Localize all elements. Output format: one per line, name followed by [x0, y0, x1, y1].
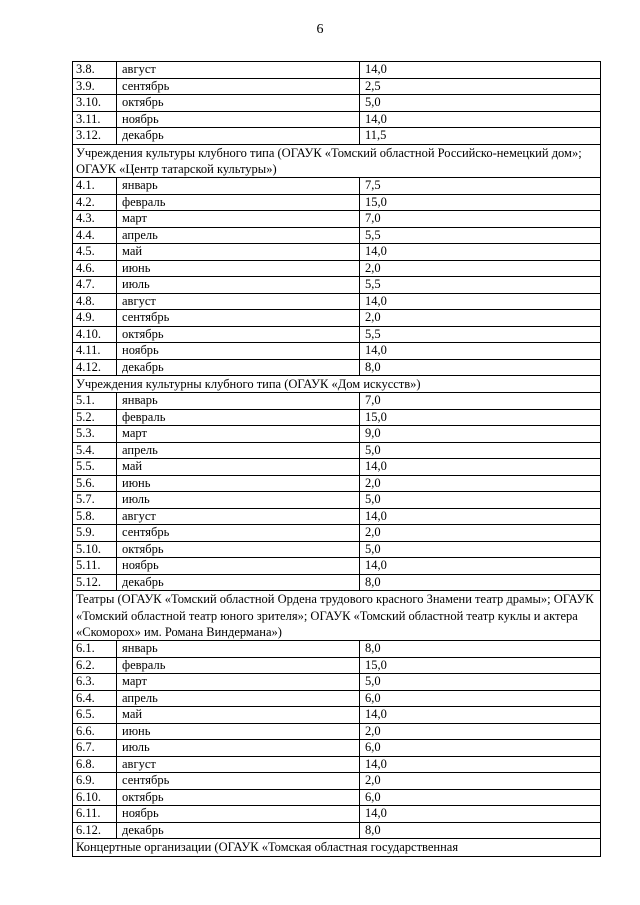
value-cell: 14,0 — [360, 293, 601, 310]
month-cell: июнь — [117, 723, 360, 740]
value-cell: 14,0 — [360, 62, 601, 79]
value-cell: 2,0 — [360, 475, 601, 492]
row-number: 5.4. — [73, 442, 117, 459]
row-number: 5.3. — [73, 426, 117, 443]
value-cell: 15,0 — [360, 657, 601, 674]
value-cell: 8,0 — [360, 822, 601, 839]
table-row — [73, 393, 601, 410]
month-cell: декабрь — [117, 822, 360, 839]
value-cell: 14,0 — [360, 343, 601, 360]
section-header-row — [73, 839, 601, 856]
value-cell: 15,0 — [360, 194, 601, 211]
row-number: 4.1. — [73, 178, 117, 195]
table-row — [73, 95, 601, 112]
table-row — [73, 260, 601, 277]
table-row — [73, 723, 601, 740]
row-number: 6.2. — [73, 657, 117, 674]
value-cell: 14,0 — [360, 756, 601, 773]
value-cell: 2,0 — [360, 525, 601, 542]
section-header-row — [73, 144, 601, 178]
value-cell: 5,0 — [360, 95, 601, 112]
table-row — [73, 78, 601, 95]
row-number: 6.8. — [73, 756, 117, 773]
value-cell: 5,0 — [360, 492, 601, 509]
row-number: 4.3. — [73, 211, 117, 228]
section-title: Учреждения культурны клубного типа (ОГАУК «Дом искусств») — [73, 376, 601, 393]
value-cell: 7,5 — [360, 178, 601, 195]
table-row — [73, 674, 601, 691]
value-cell: 14,0 — [360, 111, 601, 128]
row-number: 3.10. — [73, 95, 117, 112]
month-cell: ноябрь — [117, 558, 360, 575]
table-row — [73, 475, 601, 492]
table-row — [73, 641, 601, 658]
row-number: 6.1. — [73, 641, 117, 658]
table-row — [73, 178, 601, 195]
table-row — [73, 326, 601, 343]
month-cell: июль — [117, 492, 360, 509]
table-row — [73, 707, 601, 724]
table-row — [73, 227, 601, 244]
value-cell: 5,0 — [360, 541, 601, 558]
row-number: 3.8. — [73, 62, 117, 79]
section-header-row — [73, 376, 601, 393]
value-cell: 8,0 — [360, 641, 601, 658]
table-row — [73, 690, 601, 707]
month-cell: декабрь — [117, 359, 360, 376]
table-row — [73, 459, 601, 476]
row-number: 6.7. — [73, 740, 117, 757]
row-number: 5.7. — [73, 492, 117, 509]
table-row — [73, 211, 601, 228]
month-cell: апрель — [117, 690, 360, 707]
table-row — [73, 409, 601, 426]
month-cell: август — [117, 756, 360, 773]
table-row — [73, 426, 601, 443]
value-cell: 14,0 — [360, 806, 601, 823]
month-cell: май — [117, 707, 360, 724]
month-cell: апрель — [117, 227, 360, 244]
table-row — [73, 525, 601, 542]
row-number: 3.11. — [73, 111, 117, 128]
value-cell: 2,5 — [360, 78, 601, 95]
table-row — [73, 343, 601, 360]
value-cell: 7,0 — [360, 393, 601, 410]
value-cell: 14,0 — [360, 459, 601, 476]
row-number: 5.8. — [73, 508, 117, 525]
month-cell: март — [117, 211, 360, 228]
value-cell: 6,0 — [360, 740, 601, 757]
value-cell: 7,0 — [360, 211, 601, 228]
month-cell: октябрь — [117, 541, 360, 558]
month-cell: сентябрь — [117, 78, 360, 95]
table-row — [73, 310, 601, 327]
value-cell: 2,0 — [360, 260, 601, 277]
table-row — [73, 111, 601, 128]
value-cell: 5,0 — [360, 442, 601, 459]
row-number: 4.9. — [73, 310, 117, 327]
row-number: 5.2. — [73, 409, 117, 426]
value-cell: 2,0 — [360, 310, 601, 327]
table-row — [73, 558, 601, 575]
value-cell: 14,0 — [360, 558, 601, 575]
row-number: 6.5. — [73, 707, 117, 724]
row-number: 6.9. — [73, 773, 117, 790]
month-cell: февраль — [117, 657, 360, 674]
value-cell: 5,0 — [360, 674, 601, 691]
month-cell: сентябрь — [117, 525, 360, 542]
row-number: 3.9. — [73, 78, 117, 95]
month-cell: апрель — [117, 442, 360, 459]
schedule-table — [72, 61, 601, 857]
row-number: 6.10. — [73, 789, 117, 806]
row-number: 4.7. — [73, 277, 117, 294]
month-cell: сентябрь — [117, 773, 360, 790]
value-cell: 6,0 — [360, 789, 601, 806]
value-cell: 2,0 — [360, 773, 601, 790]
value-cell: 14,0 — [360, 508, 601, 525]
row-number: 4.10. — [73, 326, 117, 343]
month-cell: ноябрь — [117, 111, 360, 128]
table-row — [73, 756, 601, 773]
row-number: 5.10. — [73, 541, 117, 558]
month-cell: октябрь — [117, 326, 360, 343]
row-number: 6.12. — [73, 822, 117, 839]
table-row — [73, 657, 601, 674]
table-row — [73, 244, 601, 261]
section-title: Театры (ОГАУК «Томский областной Ордена трудового красного Знамени театр драмы»; ОГАУК «Томский областной театр юного зрителя»; ОГАУК «Томский областной театр куклы и актера «Скоморох» им. Романа Виндермана») — [73, 591, 601, 641]
month-cell: февраль — [117, 194, 360, 211]
value-cell: 11,5 — [360, 128, 601, 145]
row-number: 5.12. — [73, 574, 117, 591]
page-number: 6 — [316, 22, 324, 37]
row-number: 3.12. — [73, 128, 117, 145]
value-cell: 8,0 — [360, 359, 601, 376]
row-number: 5.1. — [73, 393, 117, 410]
month-cell: март — [117, 674, 360, 691]
row-number: 6.3. — [73, 674, 117, 691]
value-cell: 5,5 — [360, 326, 601, 343]
row-number: 5.5. — [73, 459, 117, 476]
row-number: 4.8. — [73, 293, 117, 310]
month-cell: ноябрь — [117, 806, 360, 823]
table-row — [73, 574, 601, 591]
value-cell: 14,0 — [360, 707, 601, 724]
row-number: 5.9. — [73, 525, 117, 542]
row-number: 5.6. — [73, 475, 117, 492]
month-cell: январь — [117, 178, 360, 195]
month-cell: май — [117, 244, 360, 261]
month-cell: август — [117, 62, 360, 79]
month-cell: январь — [117, 393, 360, 410]
row-number: 4.6. — [73, 260, 117, 277]
table-row — [73, 508, 601, 525]
value-cell: 8,0 — [360, 574, 601, 591]
month-cell: февраль — [117, 409, 360, 426]
month-cell: декабрь — [117, 574, 360, 591]
value-cell: 6,0 — [360, 690, 601, 707]
month-cell: июнь — [117, 260, 360, 277]
row-number: 4.2. — [73, 194, 117, 211]
value-cell: 2,0 — [360, 723, 601, 740]
table-row — [73, 492, 601, 509]
table-row — [73, 773, 601, 790]
month-cell: сентябрь — [117, 310, 360, 327]
month-cell: август — [117, 508, 360, 525]
table-row — [73, 442, 601, 459]
table-row — [73, 740, 601, 757]
month-cell: август — [117, 293, 360, 310]
row-number: 6.4. — [73, 690, 117, 707]
value-cell: 15,0 — [360, 409, 601, 426]
row-number: 4.4. — [73, 227, 117, 244]
table-row — [73, 62, 601, 79]
value-cell: 5,5 — [360, 277, 601, 294]
value-cell: 14,0 — [360, 244, 601, 261]
table-row — [73, 277, 601, 294]
table-row — [73, 822, 601, 839]
table-row — [73, 359, 601, 376]
row-number: 4.11. — [73, 343, 117, 360]
month-cell: ноябрь — [117, 343, 360, 360]
row-number: 6.6. — [73, 723, 117, 740]
month-cell: май — [117, 459, 360, 476]
month-cell: октябрь — [117, 95, 360, 112]
row-number: 4.5. — [73, 244, 117, 261]
month-cell: октябрь — [117, 789, 360, 806]
month-cell: июль — [117, 740, 360, 757]
schedule-table-body — [73, 62, 601, 857]
table-row — [73, 128, 601, 145]
value-cell: 5,5 — [360, 227, 601, 244]
month-cell: декабрь — [117, 128, 360, 145]
table-row — [73, 194, 601, 211]
section-title: Учреждения культуры клубного типа (ОГАУК «Томский областной Российско-немецкий дом»; ОГАУК «Центр татарской культуры») — [73, 144, 601, 178]
month-cell: июль — [117, 277, 360, 294]
section-header-row — [73, 591, 601, 641]
month-cell: март — [117, 426, 360, 443]
section-title: Концертные организации (ОГАУК «Томская областная государственная — [73, 839, 601, 856]
table-row — [73, 806, 601, 823]
month-cell: январь — [117, 641, 360, 658]
value-cell: 9,0 — [360, 426, 601, 443]
table-row — [73, 789, 601, 806]
month-cell: июнь — [117, 475, 360, 492]
row-number: 5.11. — [73, 558, 117, 575]
row-number: 6.11. — [73, 806, 117, 823]
row-number: 4.12. — [73, 359, 117, 376]
table-row — [73, 293, 601, 310]
table-row — [73, 541, 601, 558]
